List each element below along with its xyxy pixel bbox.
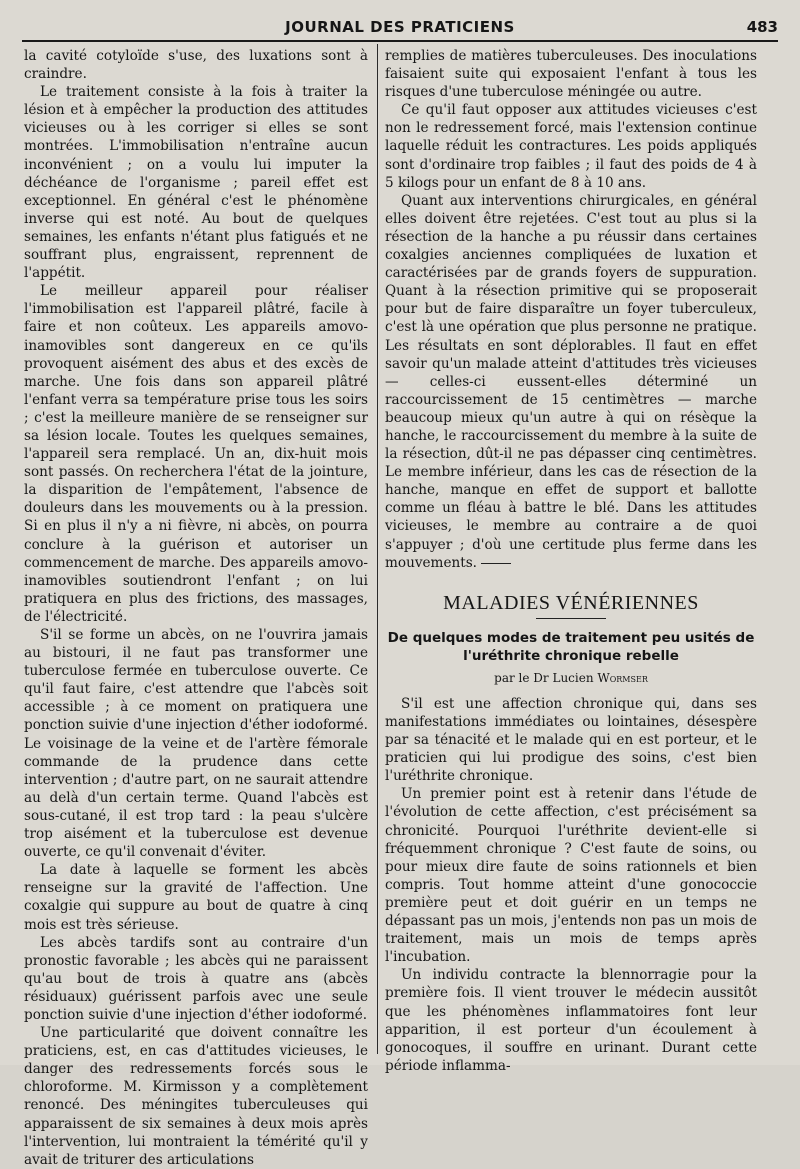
paragraph: Une particularité que doivent connaître les praticiens, est, en cas d'attitudes vicieuses, le danger des redressements forcés sous le chloroforme. M. Kirmisson y a complètement renoncé. Des méningites tuberculeuses qui apparaissent de six semaines à deux mois après l'intervention, lui montraient la témérité qu'il y avait de triturer des articulations bbox=[24, 1025, 368, 1168]
author-name: Wormser bbox=[597, 670, 648, 685]
column-divider bbox=[377, 44, 378, 1054]
article-title: De quelques modes de traitement peu usités de l'uréthrite chronique rebelle bbox=[387, 629, 755, 664]
page-number: 483 bbox=[746, 18, 778, 36]
section-heading: MALADIES VÉNÉRIENNES bbox=[443, 591, 699, 614]
byline bbox=[385, 669, 757, 687]
left-column bbox=[24, 47, 368, 1169]
paragraph: S'il se forme un abcès, on ne l'ouvrira jamais au bistouri, il ne faut pas transformer une tuberculose fermée en tuberculose ouverte. Ce qu'il faut faire, c'est attendre que l'abcès soit accessible ; à ce moment on pratiquera une ponction suivie d'une injection d'éther iodoformé. Le voisinage de la veine et de l'artère fémorale commande de la prudence dans cette intervention ; d'autre part, on ne saurait attendre au delà d'un certain terme. Quand l'abcès est sous-cutané, il est trop tard : la peau s'ulcère trop aisément et la tuberculose est devenue ouverte, ce qu'il convenait d'éviter. bbox=[24, 627, 368, 861]
paragraph: Un premier point est à retenir dans l'étude de l'évolution de cette affection, c'est précisément sa chronicité. Pourquoi l'uréthrite devient-elle si fréquemment chronique ? C'est faute de soins, ou pour mieux dire faute de soins rationnels et bien compris. Tout homme atteint d'une gonococcie première peut et doit guérir en un temps ne dépassant pas un mois, j'entends non pas un mois de traitement, mais un mois de temps après l'incubation. bbox=[385, 786, 757, 966]
paragraph: Le meilleur appareil pour réaliser l'immobilisation est l'appareil plâtré, facile à faire et non coûteux. Les appareils amovo-inamovibles sont dangereux en ce qu'ils provoquent aisément des abus et des excès de marche. Une fois dans son appareil plâtré l'enfant verra sa température prise tous les soirs ; c'est la meilleure manière de se renseigner sur sa lésion locale. Toutes les quelques semaines, l'appareil sera remplacé. Un an, dix-huit mois sont passés. On recherchera l'état de la jointure, la disparition de l'empâtement, l'absence de douleurs dans les mouvements ou à la pression. Si en plus il n'y a ni fièvre, ni abcès, on pourra conclure à la guérison et autoriser un commencement de marche. Des appareils amovo-inamovibles soutiendront l'enfant ; on lui pratiquera en plus des frictions, des massages, de l'électricité. bbox=[24, 283, 368, 625]
header-rule bbox=[22, 40, 778, 42]
paragraph: Ce qu'il faut opposer aux attitudes vicieuses c'est non le redressement forcé, mais l'extension continue laquelle réduit les contractures. Les poids appliqués sont d'ordinaire trop faibles ; il faut des poids de 4 à 5 kilogs pour un enfant de 8 à 10 ans. bbox=[385, 102, 757, 191]
page-header bbox=[22, 12, 778, 42]
byline-prefix: par le Dr Lucien bbox=[494, 670, 594, 685]
section-rule bbox=[536, 618, 606, 619]
paragraph: S'il est une affection chronique qui, dans ses manifestations immédiates ou lointaines, désespère par sa ténacité et le malade qui en est porteur, et le praticien qui lui prodigue des soins, c'est bien l'uréthrite chronique. bbox=[385, 695, 757, 785]
paragraph: La date à laquelle se forment les abcès renseigne sur la gravité de l'affection. Une coxalgie qui suppure au bout de quatre à cinq mois est très sérieuse. bbox=[24, 862, 368, 933]
right-column bbox=[385, 47, 757, 1075]
paragraph: remplies de matières tuberculeuses. Des inoculations faisaient suite qui exposaient l'enfant à tous les risques d'une tuberculose méningée ou autre. bbox=[385, 48, 757, 101]
paragraph: Le traitement consiste à la fois à traiter la lésion et à empêcher la production des attitudes vicieuses ou à les corriger si elles se sont montrées. L'immobilisation n'entraîne aucun inconvénient ; on a voulu lui imputer la déchéance de l'organisme ; pareil effet est exceptionnel. En général c'est le phénomène inverse qui est noté. Au bout de quelques semaines, les enfants n'étant plus fatigués et ne souffrant plus, engraissent, reprennent de l'appétit. bbox=[24, 84, 368, 282]
paragraph: Les abcès tardifs sont au contraire d'un pronostic favorable ; les abcès qui ne paraissent qu'au bout de trois à quatre ans (abcès résiduaux) guérissent parfois avec une seule ponction suivie d'une injection d'éther iodoformé. bbox=[24, 934, 368, 1023]
paragraph: Quant aux interventions chirurgicales, en général elles doivent être rejetées. C'est tout au plus si la résection de la hanche a pu réussir dans certaines coxalgies anciennes compliquées de luxation et caractérisées par de grands foyers de suppuration. Quant à la résection primitive qui se proposerait pour but de faire disparaître un foyer tuberculeux, c'est là une opération que plus personne ne pratique. Les résultats en sont déplorables. Il faut en effet savoir qu'un malade atteint d'attitudes très vicieuses — celles-ci eussent-elles déterminé un raccourcissement de 15 centimètres — marche beaucoup mieux qu'un autre à qui on résèque la hanche, le raccourcissement du membre à la suite de la résection, dût-il ne pas dépasser cinq centimètres. Le membre inférieur, dans les cas de résection de la hanche, manque en effet de support et ballotte comme un fléau à battre le blé. Dans les attitudes vicieuses, le membre au contraire a de quoi s'appuyer ; d'où une certitude plus ferme dans les mouvements. bbox=[385, 192, 757, 571]
paragraph: Un individu contracte la blennorragie pour la première fois. Il vient trouver le médecin aussitôt que les phénomènes inflammatoires font leur apparition, il est porteur d'un écoulement à gonocoques, il souffre en urinant. Durant cette période inflamma- bbox=[385, 967, 757, 1074]
paragraph: la cavité cotyloïde s'use, des luxations sont à craindre. bbox=[24, 48, 368, 83]
journal-title: JOURNAL DES PRATICIENS bbox=[285, 18, 515, 36]
